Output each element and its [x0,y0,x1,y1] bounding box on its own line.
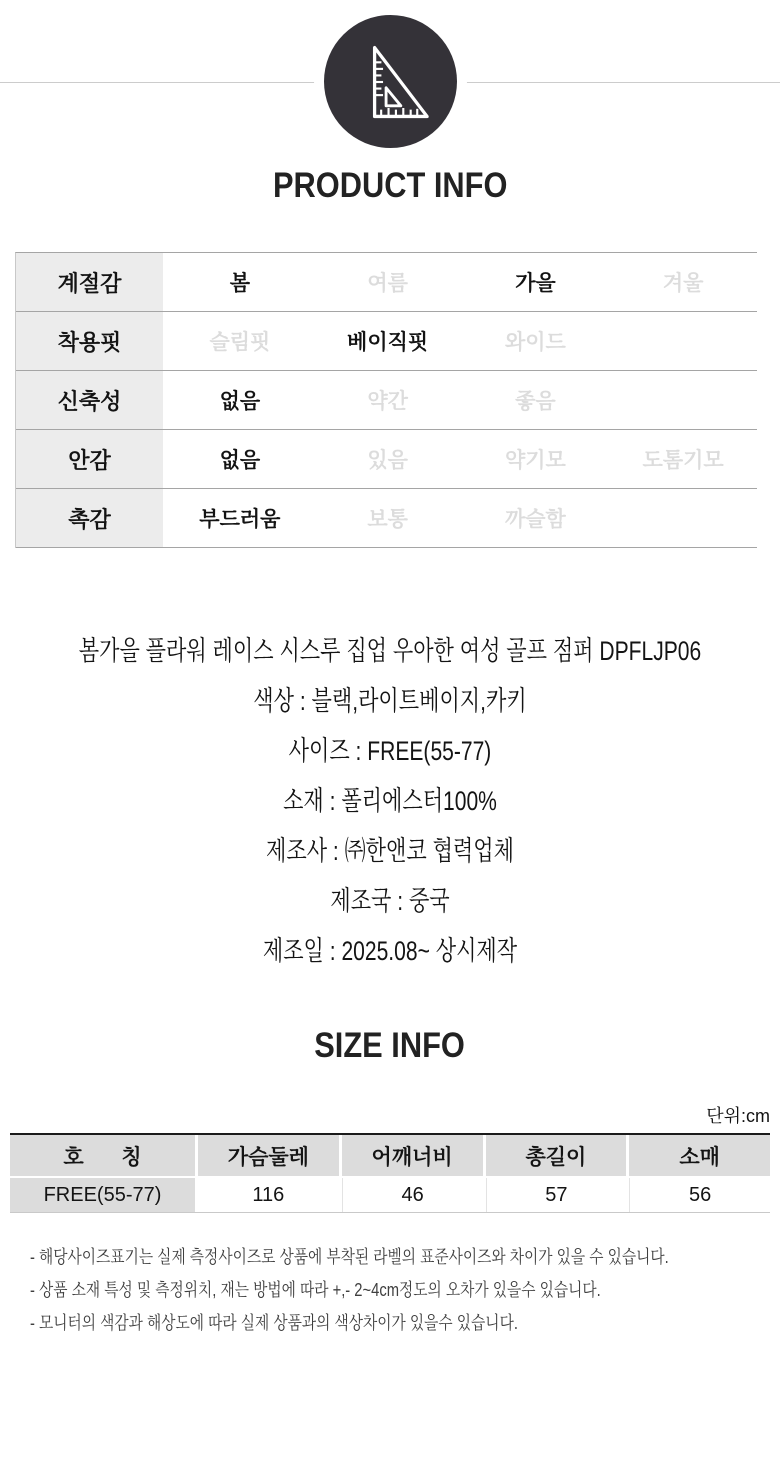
unit-label: 단위:cm [706,1106,770,1126]
desc-country-line: 제조국 : 중국 [330,886,450,916]
attr-options [166,371,757,429]
attr-option: 있음 [367,449,408,472]
size-cell-sleeve: 56 [629,1178,770,1212]
desc-color-line: 색상 : 블랙,라이트베이지,카키 [253,686,527,716]
attr-option [609,312,757,370]
size-col-header-sleeve: 소매 [629,1135,770,1176]
attr-option: 슬림핏 [209,331,271,354]
attr-row-season [16,253,757,312]
note-line: - 해당사이즈표기는 실제 측정사이즈로 상품에 부착된 라벨의 표준사이즈와 차이가 있을 수 있습니다. [30,1247,669,1267]
attr-row-texture [16,489,757,548]
attr-option [609,489,757,547]
desc-size-line: 사이즈 : FREE(55-77) [288,736,492,766]
attr-label: 계절감 [16,253,166,311]
attr-option: 와이드 [504,331,566,354]
attr-options [166,430,757,488]
note-line: - 모니터의 색감과 해상도에 따라 실제 상품과의 색상차이가 있을수 있습니다. [30,1313,518,1333]
product-attribute-table [15,252,757,548]
product-info-title [0,166,780,206]
attr-option: 까슬함 [504,508,566,531]
product-description [0,626,780,976]
attr-label: 신축성 [16,371,166,429]
desc-date-line: 제조일 : 2025.08~ 상시제작 [262,936,518,966]
attr-option: 부드러움 [199,508,281,531]
note-line: - 상품 소재 특성 및 측정위치, 재는 방법에 따라 +,- 2~4cm정도의 오차가 있을수 있습니다. [30,1280,601,1300]
attr-option: 약기모 [504,449,566,472]
attr-option: 겨울 [662,272,704,295]
attr-option: 없음 [219,449,261,472]
desc-manufacturer-line: 제조사 : ㈜한앤코 협력업체 [266,836,514,866]
attr-option: 가을 [515,272,556,295]
attr-option: 도톰기모 [642,449,724,472]
attr-row-lining [16,430,757,489]
size-notes [30,1241,780,1340]
set-square-ruler-icon [350,41,432,123]
product-info-title-text: PRODUCT INFO [272,166,508,205]
size-info-title-text: SIZE INFO [314,1026,466,1065]
attr-option: 약간 [367,390,408,413]
attr-option: 없음 [219,390,261,413]
size-table [10,1133,770,1213]
attr-label: 착용핏 [16,312,166,370]
desc-material-line: 소재 : 폴리에스터100% [283,786,497,816]
attr-option: 여름 [367,272,408,295]
size-cell-length: 57 [486,1178,627,1212]
size-col-header-name: 호칭 [10,1135,195,1176]
attr-row-fit [16,312,757,371]
size-cell-name: FREE(55-77) [10,1178,195,1212]
size-col-header-chest: 가슴둘레 [198,1135,339,1176]
attr-option: 봄 [229,272,251,295]
size-cell-shoulder: 46 [342,1178,483,1212]
attr-options [166,253,757,311]
icon-circle-badge [324,15,457,148]
attr-option: 좋음 [515,390,556,413]
attr-label: 촉감 [16,489,166,547]
attr-option [609,371,757,429]
product-title-line: 봄가을 플라워 레이스 시스루 집업 우아한 여성 골프 점퍼 DPFLJP06 [78,636,702,666]
attr-label: 안감 [16,430,166,488]
attr-row-stretch [16,371,757,430]
size-info-title [0,1026,780,1066]
attr-option: 베이직핏 [347,331,429,354]
attr-option: 보통 [367,508,408,531]
size-col-header-length: 총길이 [486,1135,627,1176]
size-col-header-shoulder: 어깨너비 [342,1135,483,1176]
attr-options [166,489,757,547]
size-cell-chest: 116 [198,1178,339,1212]
attr-options [166,312,757,370]
